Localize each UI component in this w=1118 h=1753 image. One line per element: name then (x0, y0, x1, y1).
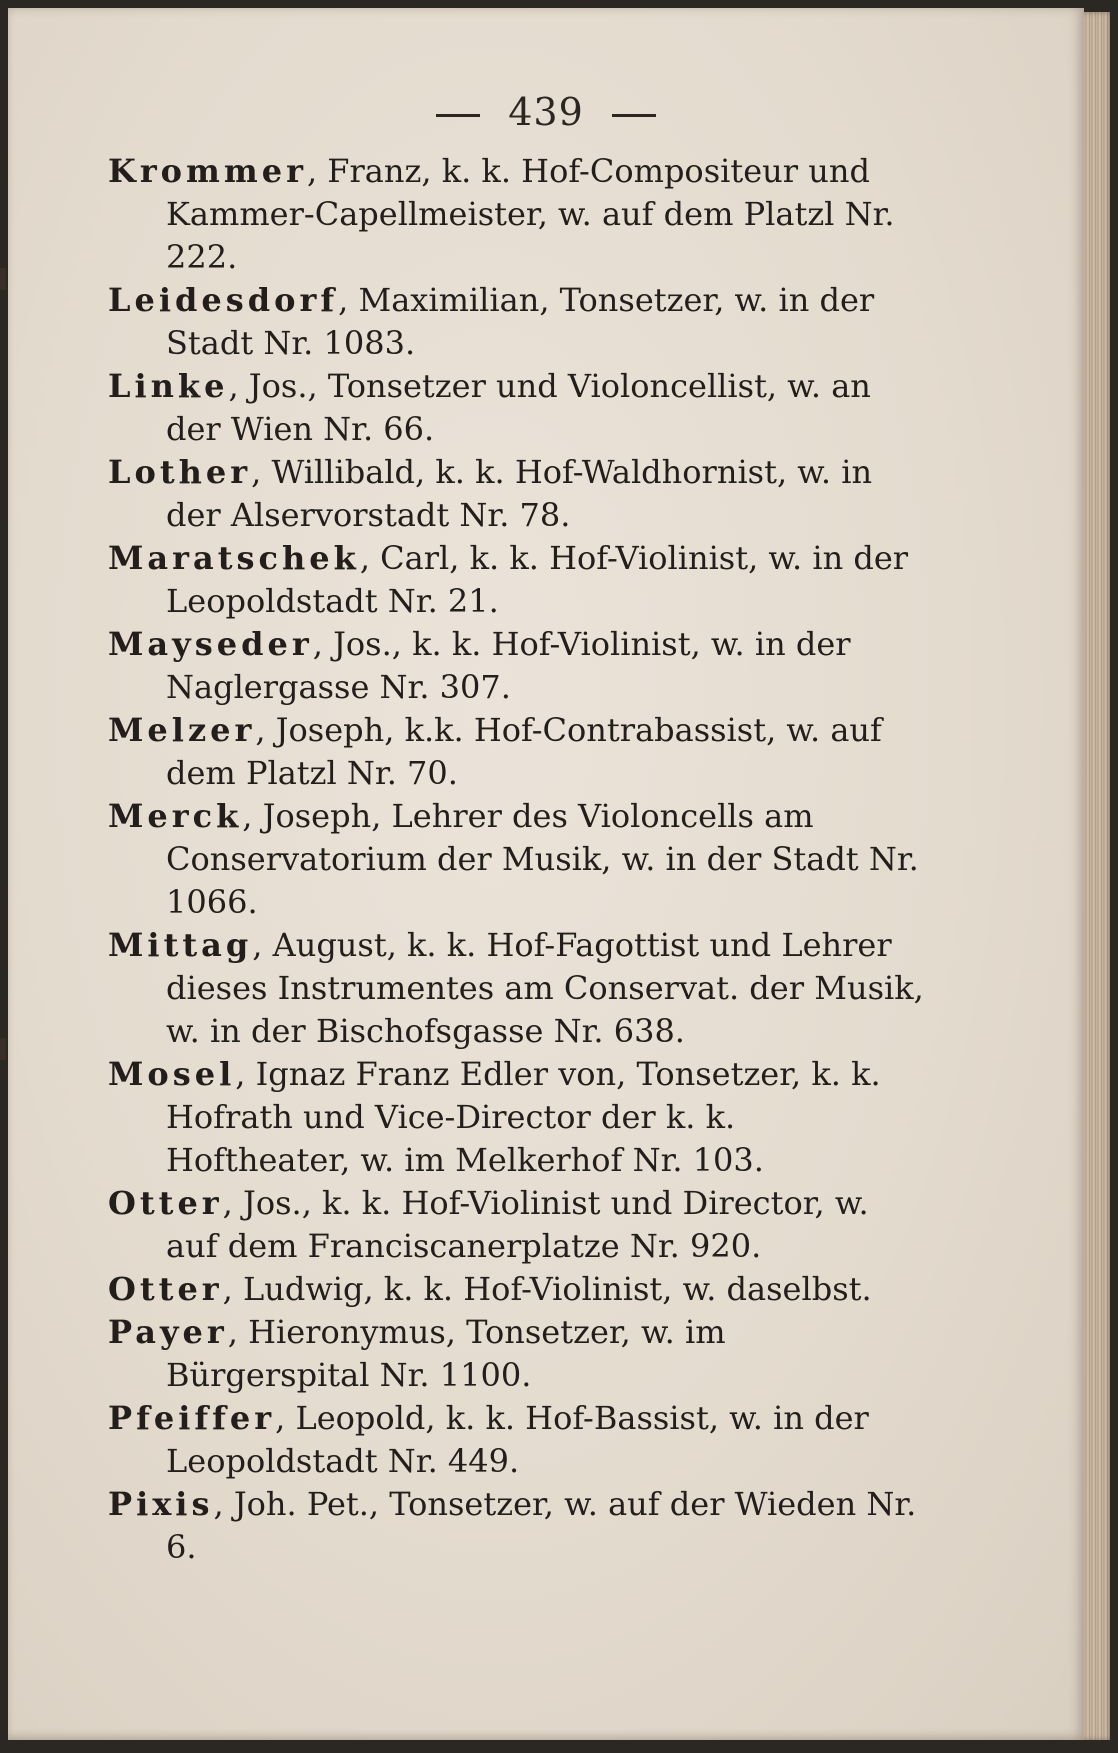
entry-name: Maratschek (108, 539, 360, 577)
entry (108, 1483, 928, 1569)
entry-text: , Ignaz Franz Edler von, Tonsetzer, k. k. Hofrath und Vice-Director der k. k. Hoftheater, w. im Melkerhof Nr. 103. (166, 1055, 881, 1179)
header-dash-left (436, 114, 480, 117)
entry (108, 1182, 928, 1268)
entry-name: Payer (108, 1313, 228, 1351)
entry-text: , Ludwig, k. k. Hof-Violinist, w. daselbst. (222, 1270, 872, 1308)
entry-text: , Joh. Pet., Tonsetzer, w. auf der Wieden Nr. 6. (166, 1485, 917, 1566)
entry (108, 1268, 928, 1311)
page-header (8, 90, 1084, 134)
entry-text: , Joseph, Lehrer des Violoncells am Conservatorium der Musik, w. in der Stadt Nr. 1066. (166, 797, 919, 921)
entry-text: , Jos., Tonsetzer und Violoncellist, w. an der Wien Nr. 66. (166, 367, 871, 448)
entry (108, 1311, 928, 1397)
page-number: 439 (508, 90, 584, 134)
entry-name: Pixis (108, 1485, 214, 1523)
entry-name: Mittag (108, 926, 253, 964)
directory-entries (108, 150, 928, 1569)
entry (108, 623, 928, 709)
entry-name: Merck (108, 797, 243, 835)
entry (108, 709, 928, 795)
entry-name: Melzer (108, 711, 256, 749)
entry (108, 537, 928, 623)
entry-text: , Hieronymus, Tonsetzer, w. im Bürgerspital Nr. 1100. (166, 1313, 726, 1394)
header-dash-right (612, 114, 656, 117)
entry-text: , Jos., k. k. Hof-Violinist und Director, w. auf dem Franciscanerplatze Nr. 920. (166, 1184, 869, 1265)
entry-name: Mayseder (108, 625, 313, 663)
entry-name: Linke (108, 367, 229, 405)
entry-name: Lother (108, 453, 252, 491)
entry (108, 451, 928, 537)
entry-name: Krommer (108, 152, 307, 190)
entry-name: Pfeiffer (108, 1399, 276, 1437)
entry (108, 150, 928, 279)
entry-text: , Leopold, k. k. Hof-Bassist, w. in der Leopoldstadt Nr. 449. (166, 1399, 869, 1480)
entry (108, 279, 928, 365)
book-page (8, 8, 1084, 1740)
entry-text: , August, k. k. Hof-Fagottist und Lehrer dieses Instrumentes am Conservat. der Musik, w. in der Bischofsgasse Nr. 638. (166, 926, 924, 1050)
entry-text: , Jos., k. k. Hof-Violinist, w. in der Naglergasse Nr. 307. (166, 625, 851, 706)
entry (108, 1397, 928, 1483)
entry-text: , Maximilian, Tonsetzer, w. in der Stadt Nr. 1083. (166, 281, 875, 362)
entry (108, 365, 928, 451)
entry-text: , Willibald, k. k. Hof-Waldhornist, w. in der Alservorstadt Nr. 78. (166, 453, 873, 534)
entry-name: Leidesdorf (108, 281, 339, 319)
entry-name: Otter (108, 1270, 223, 1308)
entry (108, 924, 928, 1053)
entry-name: Mosel (108, 1055, 236, 1093)
binding-mark (0, 1038, 6, 1060)
entry (108, 1053, 928, 1182)
entry (108, 795, 928, 924)
entry-text: , Joseph, k.k. Hof-Contrabassist, w. auf dem Platzl Nr. 70. (166, 711, 882, 792)
entry-text: , Franz, k. k. Hof-Compositeur und Kammer-Capellmeister, w. auf dem Platzl Nr. 222. (166, 152, 895, 276)
entry-text: , Carl, k. k. Hof-Violinist, w. in der Leopoldstadt Nr. 21. (166, 539, 909, 620)
entry-name: Otter (108, 1184, 223, 1222)
binding-mark (0, 268, 6, 290)
